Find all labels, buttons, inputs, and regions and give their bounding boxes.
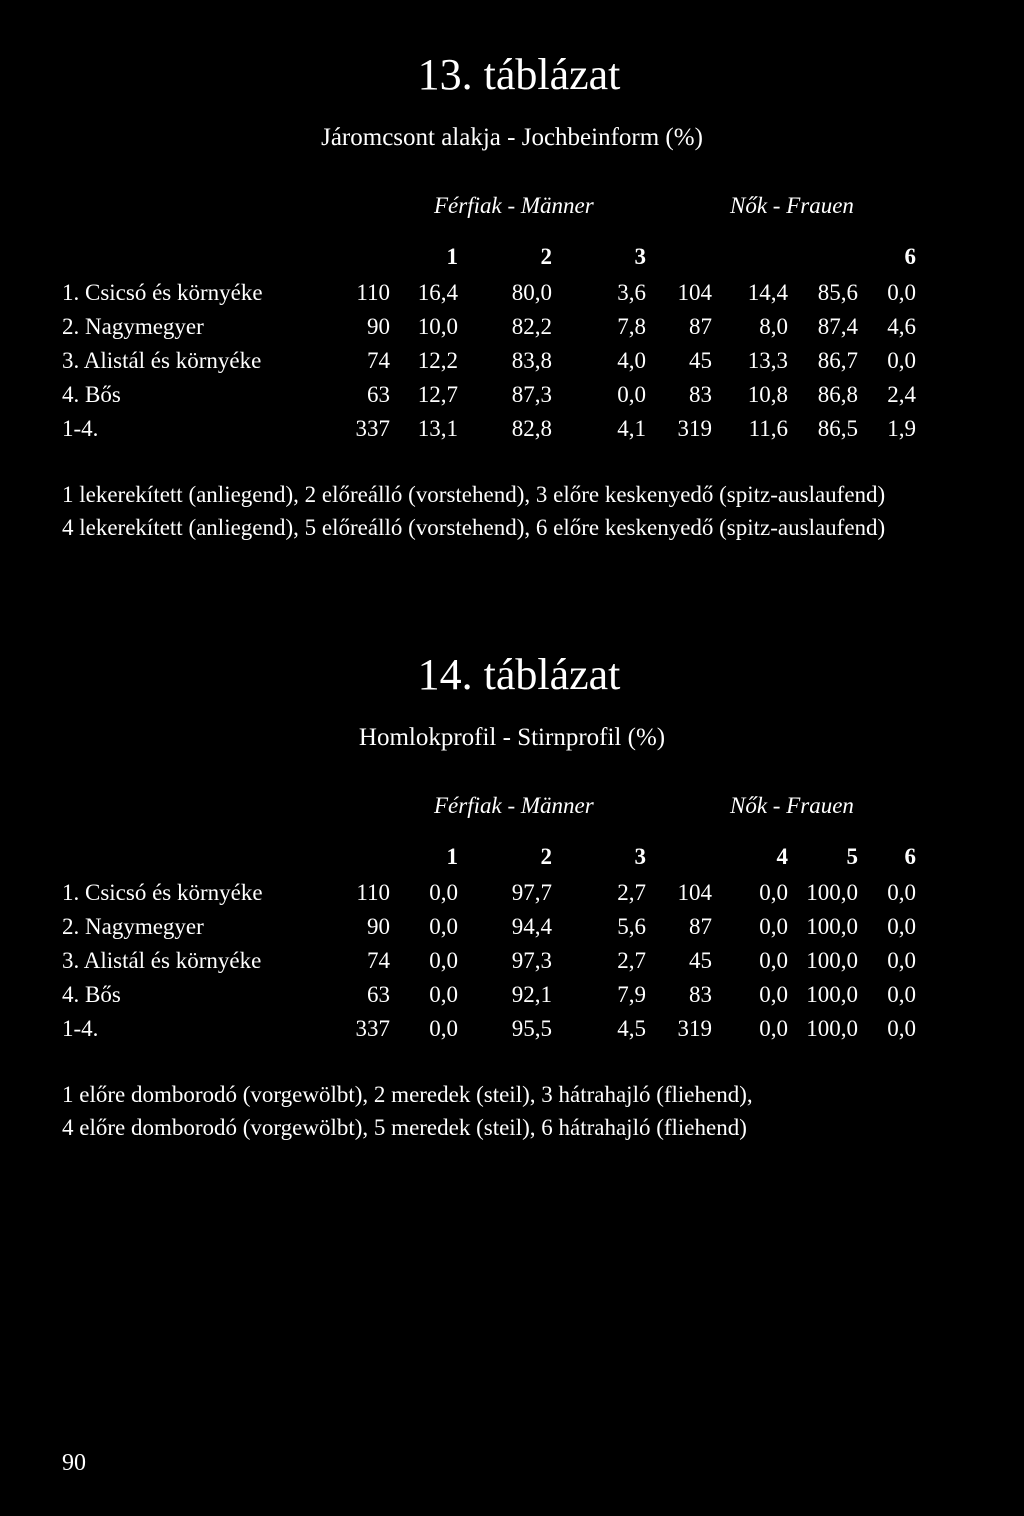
column-header: 1 (446, 844, 458, 869)
table-cell: 0,0 (887, 1016, 916, 1041)
table-cell: 337 (355, 416, 390, 441)
table-cell: 95,5 (511, 1016, 552, 1041)
table-cell: 90 (367, 314, 390, 339)
table-cell: 0,0 (429, 948, 458, 973)
table-cell: 4,1 (617, 416, 646, 441)
table-cell: 0,0 (887, 914, 916, 939)
column-header: 2 (540, 844, 552, 869)
table-cell: 5,6 (617, 914, 646, 939)
table-cell: 45 (689, 948, 712, 973)
column-header: 2 (540, 244, 552, 269)
table-13-subtitle: Járomcsont alakja - Jochbeinform (%) (321, 124, 703, 151)
table-14-subtitle: Homlokprofil - Stirnprofil (%) (358, 724, 666, 751)
column-header (646, 240, 712, 276)
table-cell: 87,4 (817, 314, 858, 339)
table-cell: 3,6 (617, 280, 646, 305)
column-header: 6 (904, 244, 916, 269)
table-cell: 0,0 (429, 982, 458, 1007)
table-cell: 80,0 (511, 280, 552, 305)
table-13-group-female: Nők - Frauen (730, 193, 854, 218)
table-cell: 319 (677, 1016, 712, 1041)
column-header: 3 (634, 844, 646, 869)
table-cell: 0,0 (759, 982, 788, 1007)
row-label: 1-4. (62, 416, 99, 441)
table-row (62, 378, 916, 412)
table-13-note-2: 4 lekerekített (anliegend), 5 előreálló (vorstehend), 6 előre keskenyedő (spitz-auslaufend) (62, 515, 886, 540)
column-header (646, 840, 712, 876)
table-cell: 83 (689, 382, 712, 407)
table-cell: 86,7 (817, 348, 858, 373)
table-cell: 0,0 (429, 914, 458, 939)
table-cell: 85,6 (817, 280, 858, 305)
table-cell: 100,0 (806, 948, 858, 973)
table-cell: 0,0 (759, 880, 788, 905)
table-cell: 86,8 (817, 382, 858, 407)
table-cell: 100,0 (806, 880, 858, 905)
table-cell: 4,0 (617, 348, 646, 373)
row-label: 1. Csicsó és környéke (62, 880, 263, 905)
table-14-note-1: 1 előre domborodó (vorgewölbt), 2 meredek (steil), 3 hátrahajló (fliehend), (62, 1082, 753, 1107)
column-header (62, 240, 338, 276)
table-cell: 94,4 (511, 914, 552, 939)
table-cell: 13,1 (417, 416, 458, 441)
table-cell: 63 (367, 382, 390, 407)
table-cell: 110 (356, 880, 390, 905)
table-row (62, 944, 916, 978)
table-cell: 4,5 (617, 1016, 646, 1041)
row-label: 4. Bős (62, 382, 121, 407)
table-cell: 2,7 (617, 948, 646, 973)
table-cell: 0,0 (759, 914, 788, 939)
table-row (62, 978, 916, 1012)
table-cell: 0,0 (617, 382, 646, 407)
table-cell: 45 (689, 348, 712, 373)
column-header: 6 (904, 844, 916, 869)
table-cell: 83 (689, 982, 712, 1007)
table-13-note-1: 1 lekerekített (anliegend), 2 előreálló (vorstehend), 3 előre keskenyedő (spitz-auslaufend) (62, 482, 886, 507)
table-cell: 14,4 (747, 280, 788, 305)
table-cell: 87 (689, 314, 712, 339)
column-header (338, 240, 390, 276)
column-header (338, 840, 390, 876)
table-cell: 2,7 (617, 880, 646, 905)
column-header: 3 (634, 244, 646, 269)
table-row (62, 276, 916, 310)
table-cell: 90 (367, 914, 390, 939)
table-cell: 97,7 (511, 880, 552, 905)
row-label: 1. Csicsó és környéke (62, 280, 263, 305)
column-header: 5 (846, 844, 858, 869)
table-cell: 0,0 (759, 1016, 788, 1041)
table-cell: 0,0 (887, 348, 916, 373)
table-cell: 87,3 (511, 382, 552, 407)
column-header-row (62, 840, 916, 876)
table-cell: 104 (677, 280, 712, 305)
table-cell: 0,0 (759, 948, 788, 973)
table-cell: 1,9 (887, 416, 916, 441)
table-row (62, 910, 916, 944)
table-cell: 86,5 (817, 416, 858, 441)
table-cell: 2,4 (887, 382, 916, 407)
table-row (62, 876, 916, 910)
row-label: 1-4. (62, 1016, 99, 1041)
table-cell: 0,0 (887, 280, 916, 305)
table-cell: 63 (367, 982, 390, 1007)
table-cell: 319 (677, 416, 712, 441)
table-13-body (62, 240, 916, 446)
table-cell: 104 (677, 880, 712, 905)
table-cell: 12,2 (417, 348, 458, 373)
column-header: 1 (446, 244, 458, 269)
table-cell: 74 (367, 948, 390, 973)
table-cell: 92,1 (511, 982, 552, 1007)
column-header: 4 (776, 844, 788, 869)
table-cell: 16,4 (417, 280, 458, 305)
column-header (788, 240, 858, 276)
table-cell: 74 (367, 348, 390, 373)
table-row (62, 310, 916, 344)
table-cell: 4,6 (887, 314, 916, 339)
row-label: 3. Alistál és környéke (62, 948, 262, 973)
table-cell: 8,0 (759, 314, 788, 339)
table-cell: 0,0 (429, 1016, 458, 1041)
table-14-title: 14. táblázat (417, 650, 621, 699)
table-cell: 11,6 (748, 416, 788, 441)
row-label: 4. Bős (62, 982, 121, 1007)
table-row (62, 344, 916, 378)
column-header-row (62, 240, 916, 276)
table-14-notes (62, 1078, 962, 1144)
row-label: 2. Nagymegyer (62, 314, 204, 339)
table-14-group-female: Nők - Frauen (730, 793, 854, 818)
table-14-group-male: Férfiak - Männer (434, 793, 594, 818)
table-row (62, 412, 916, 446)
table-cell: 337 (355, 1016, 390, 1041)
table-cell: 0,0 (429, 880, 458, 905)
table-13-group-male: Férfiak - Männer (434, 193, 594, 218)
table-cell: 82,2 (511, 314, 552, 339)
table-cell: 0,0 (887, 948, 916, 973)
table-cell: 7,8 (617, 314, 646, 339)
table-cell: 13,3 (747, 348, 788, 373)
table-14-body (62, 840, 916, 1046)
table-cell: 82,8 (511, 416, 552, 441)
table-cell: 0,0 (887, 982, 916, 1007)
table-14-note-2: 4 előre domborodó (vorgewölbt), 5 meredek (steil), 6 hátrahajló (fliehend) (62, 1115, 747, 1140)
column-header (712, 240, 788, 276)
row-label: 2. Nagymegyer (62, 914, 204, 939)
table-cell: 110 (356, 280, 390, 305)
row-label: 3. Alistál és környéke (62, 348, 262, 373)
table-cell: 100,0 (806, 1016, 858, 1041)
table-cell: 83,8 (511, 348, 552, 373)
table-cell: 0,0 (887, 880, 916, 905)
page-number: 90 (62, 1450, 86, 1476)
table-13-title: 13. táblázat (417, 50, 621, 99)
table-row (62, 1012, 916, 1046)
table-cell: 10,0 (417, 314, 458, 339)
table-cell: 12,7 (417, 382, 458, 407)
table-cell: 10,8 (747, 382, 788, 407)
table-cell: 100,0 (806, 914, 858, 939)
table-13-notes (62, 478, 962, 544)
table-cell: 7,9 (617, 982, 646, 1007)
table-cell: 100,0 (806, 982, 858, 1007)
table-cell: 87 (689, 914, 712, 939)
column-header (62, 840, 338, 876)
table-cell: 97,3 (511, 948, 552, 973)
